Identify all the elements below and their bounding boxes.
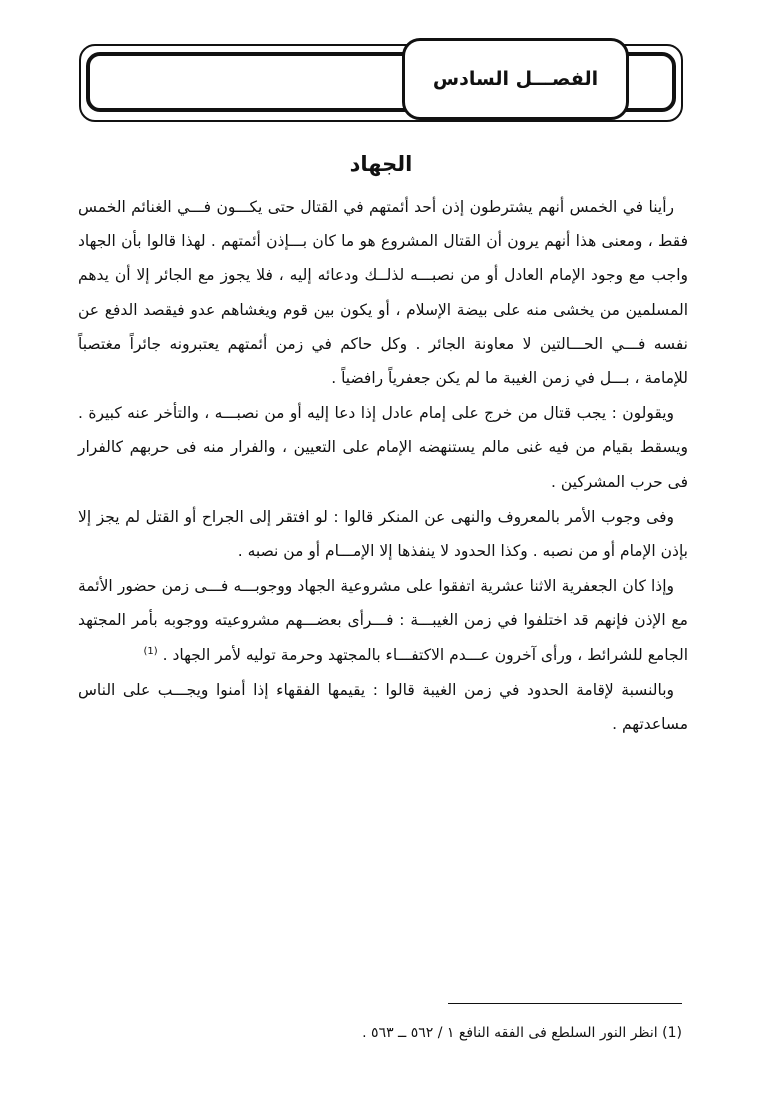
footnote-reference: (1) [143, 645, 158, 657]
paragraph-4-text: وإذا كان الجعفرية الاثنا عشرية اتفقوا على مشروعية الجهاد ووجوبـــه فـــى زمن حضور الأئمة مع الإذن فإنهم قد اختلفوا في زمن الغيبـــة : فـــرأى بعضـــهم مشروعيته ووجوبه بأمر المجتهد الجامع للشرائط ، ورأى آخرون عـــدم الاكتفـــاء بالمجتهد وحرمة توليه لأمر الجهاد . [78, 577, 688, 664]
chapter-header-label-box [402, 38, 629, 120]
footnote-divider [448, 1003, 682, 1004]
paragraph-5: وبالنسبة لإقامة الحدود في زمن الغيبة قالوا : يقيمها الفقهاء إذا أمنوا ويجـــب على الناس مساعدتهم . [78, 680, 688, 734]
section-title: الجهاد [349, 152, 413, 176]
paragraph-4 [78, 569, 688, 672]
paragraph-1: رأينا في الخمس أنهم يشترطون إذن أحد أئمتهم في القتال حتى يكـــون فـــي الغنائم الخمس فقط ، ومعنى هذا أنهم يرون أن القتال المشروع هو ما كان بـــإذن أئمتهم . لهذا قالوا بأن الجهاد واجب مع وجود الإمام العادل أو من نصبـــه لذلــك ودعائه إليه ، فلا يجوز مع الجائر إلا أن يدهم المسلمين من يخشى منه على بيضة الإسلام ، أو يكون بين قوم ويغشاهم عدو فيقصد الدفع عن نفسه فـــي الحـــالتين لا معاونة الجائر . وكل حاكم في زمن أئمتهم يعتبرونه جائراً مغتصباً للإمامة ، بـــل في زمن الغيبة ما لم يكن جعفرياً رافضياً . [78, 198, 688, 388]
footnote-text: (1) انظر النور السلطع فى الفقه النافع ١ / ٥٦٢ ــ ٥٦٣ . [362, 1025, 682, 1041]
paragraph-2: ويقولون : يجب قتال من خرج على إمام عادل إذا دعا إليه أو من نصبـــه ، والتأخر عنه كبيرة . ويسقط بقيام من فيه غنى مالم يستنهضه الإمام على التعيين ، والفرار منه فى حربهم كالفرار فى حرب المشركين . [78, 404, 688, 491]
paragraph-3: وفى وجوب الأمر بالمعروف والنهى عن المنكر قالوا : لو افتقر إلى الجراح أو القتل لم يجز إلا بإذن الإمام أو من نصبه . وكذا الحدود لا ينفذها إلا الإمـــام أو من نصبه . [78, 507, 688, 561]
chapter-title: الفصـــل السادس [432, 68, 599, 90]
body-text [78, 190, 688, 742]
